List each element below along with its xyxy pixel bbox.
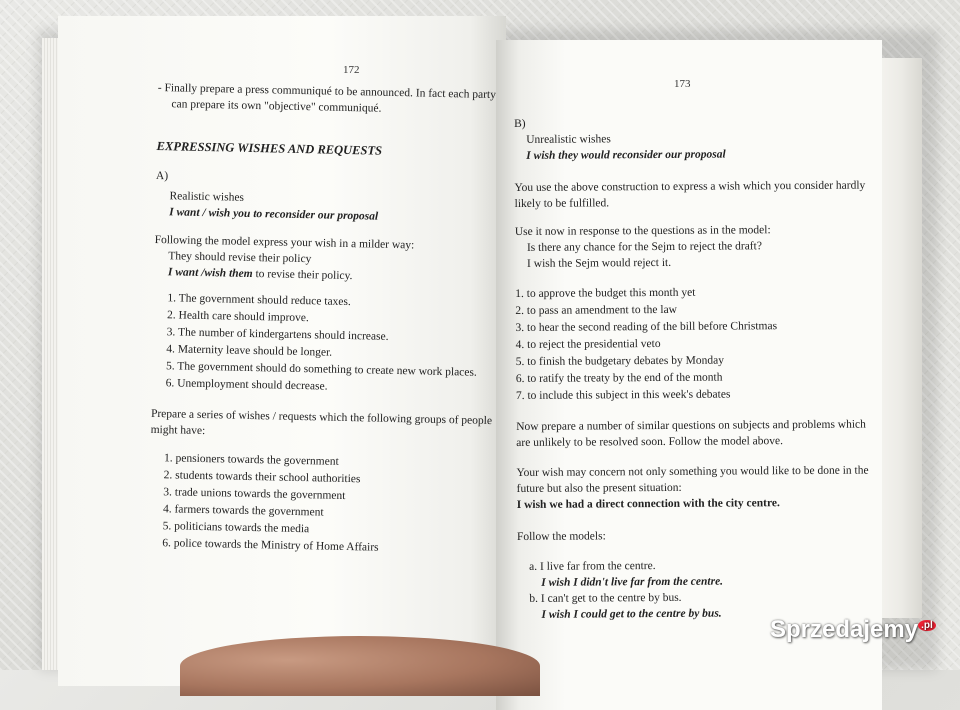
right-page-number: 173 xyxy=(674,78,691,90)
list-item: 7. to include this subject in this week's debates xyxy=(515,388,731,402)
realistic-subhead: Realistic wishes xyxy=(169,190,245,204)
list-item: 5. politicians towards the media xyxy=(162,520,310,536)
watermark-logo xyxy=(770,616,936,644)
list-realistic xyxy=(151,290,493,399)
list-groups xyxy=(148,450,490,559)
list-item: 1. to approve the budget this month yet xyxy=(515,286,696,300)
unrealistic-example: I wish they would reconsider our proposal xyxy=(526,148,726,162)
model-rest: to revise their policy. xyxy=(252,268,353,283)
list-item: 3. The number of kindergartens should increase. xyxy=(166,326,389,343)
list-item: 6. police towards the Ministry of Home Affairs xyxy=(162,537,379,554)
prepare-line-1: Prepare a series of wishes / requests which the following groups of people xyxy=(150,407,493,428)
watermark-text: Sprzedajemy xyxy=(770,616,919,643)
list-item: 6. to ratify the treaty by the end of the month xyxy=(515,371,723,385)
section-a-label: A) xyxy=(155,169,169,183)
realistic-example: I want / wish you to reconsider our proposal xyxy=(169,206,379,223)
explain-line-1: You use the above construction to express a wish which you consider hardly xyxy=(514,179,866,194)
list-unrealistic xyxy=(515,284,856,405)
section-b-label: B) xyxy=(514,117,526,130)
right-page-content xyxy=(514,114,869,623)
list-item: 1. pensioners towards the government xyxy=(163,452,339,468)
intro-line-2: can prepare its own "objective" communiqué. xyxy=(171,98,382,115)
list-item: 2. to pass an amendment to the law xyxy=(515,303,678,317)
model-bold: I want /wish them xyxy=(167,266,253,281)
unrealistic-subhead: Unrealistic wishes xyxy=(526,133,611,146)
list-item: 1. The government should reduce taxes. xyxy=(167,292,351,309)
watermark-suffix: .pl xyxy=(918,620,936,631)
model-line-1: They should revise their policy xyxy=(168,250,312,266)
list-item: 4. farmers towards the government xyxy=(162,503,324,519)
list-item: 3. to hear the second reading of the bill before Christmas xyxy=(515,320,778,334)
model-question: Is there any chance for the Sejm to reject the draft? xyxy=(526,240,762,254)
list-item: 2. Health care should improve. xyxy=(166,309,309,325)
left-page xyxy=(58,16,506,686)
follow-models: Follow the models: xyxy=(516,530,606,543)
use-it-line: Use it now in response to the questions as in the model: xyxy=(514,224,771,238)
list-item: 4. Maternity leave should be longer. xyxy=(166,343,333,359)
list-item: 5. to finish the budgetary debates by Monday xyxy=(515,354,725,368)
concern-line-1: Your wish may concern not only something you would like to be done in the xyxy=(516,464,869,479)
list-item: 6. Unemployment should decrease. xyxy=(165,377,328,393)
right-page xyxy=(496,40,882,710)
section-heading: EXPRESSING WISHES AND REQUESTS xyxy=(156,138,383,158)
milder-instruction: Following the model express your wish in a milder way: xyxy=(154,233,415,252)
model-answer: I wish the Sejm would reject it. xyxy=(526,256,672,270)
left-page-content xyxy=(148,80,498,559)
now-prepare-line-2: are unlikely to be resolved soon. Follow the model above. xyxy=(516,435,784,449)
list-item: 3. trade unions towards the government xyxy=(163,486,346,503)
list-item: 2. students towards their school authorities xyxy=(163,469,361,486)
thumb xyxy=(180,636,540,696)
concern-line-2: future but also the present situation: xyxy=(516,481,682,495)
now-prepare-line-1: Now prepare a number of similar questions on subjects and problems which xyxy=(516,418,866,433)
list-item: 4. to reject the presidential veto xyxy=(515,337,661,351)
model-a-wish: I wish I didn't live far from the centre. xyxy=(541,575,724,589)
intro-line-1: - Finally prepare a press communiqué to be announced. In fact each party xyxy=(157,81,497,102)
left-page-number: 172 xyxy=(343,64,360,76)
model-b-text: b. I can't get to the centre by bus. xyxy=(529,591,682,605)
concern-example: I wish we had a direct connection with the city centre. xyxy=(516,497,780,511)
model-b-wish: I wish I could get to the centre by bus. xyxy=(541,607,722,621)
model-a-text: a. I live far from the centre. xyxy=(529,560,656,573)
prepare-line-2: might have: xyxy=(150,423,206,438)
list-item: 5. The government should do something to create new work places. xyxy=(165,360,477,379)
explain-line-2: likely to be fulfilled. xyxy=(514,197,610,210)
